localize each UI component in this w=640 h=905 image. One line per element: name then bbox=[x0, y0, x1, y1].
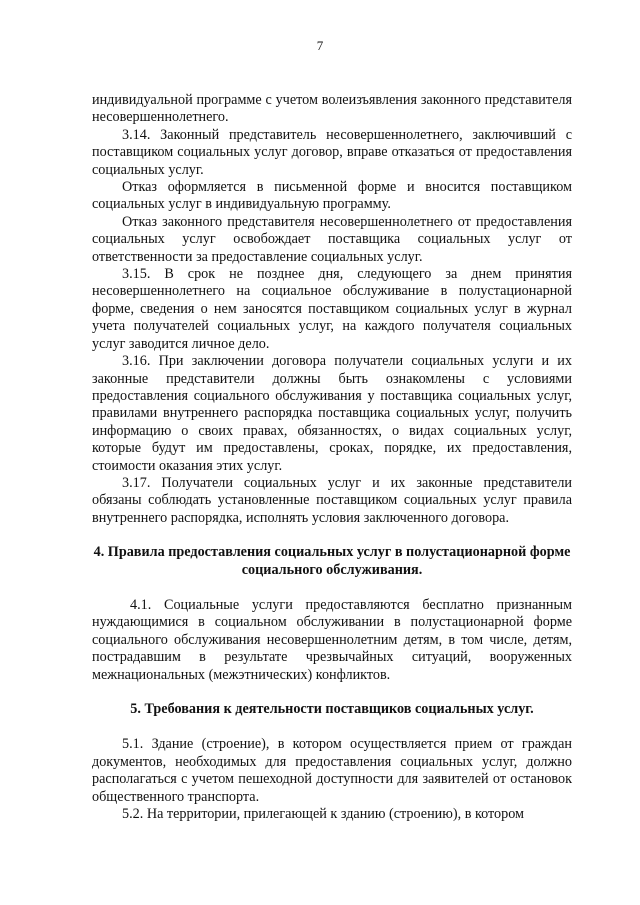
paragraph-4-1: 4.1. Социальные услуги предоставляются бесплатно признанным нуждающимися в социальном обслуживании в полустационарной форме социального обслуживания несовершеннолетним детям, в том числе, детям, пострадавшим в результате чрезвычайных ситуаций, вооруженных межнациональных (межэтнических) конфликтов. bbox=[92, 596, 572, 683]
paragraph-3-15: 3.15. В срок не позднее дня, следующего за днем принятия несовершеннолетнего на социальное обслуживание в полустационарной форме, сведения о нем заносятся поставщиком социальных услуг в журнал учета получателей социальных услуг, на каждого получателя социальных услуг заводится личное дело. bbox=[92, 266, 572, 352]
paragraph-refusal-effect: Отказ законного представителя несовершеннолетнего от предоставления социальных услуг освобождает поставщика социальных услуг от ответственности за предоставление социальных услуг. bbox=[92, 213, 572, 265]
section-heading-4: 4. Правила предоставления социальных услуг в полустационарной форме социального обслуживания. bbox=[93, 544, 571, 578]
spacer bbox=[92, 579, 572, 597]
paragraph-3-16: 3.16. При заключении договора получатели социальных услуги и их законные представители должны быть ознакомлены с условиями предоставления социального обслуживания у поставщика социальных услуг, правилами внутреннего распорядка поставщика социальных услуг, получить информацию о своих правах, обязанностях, о видах социальных услуг, которые будут им предоставлены, сроках, порядке, их предоставления, стоимости оказания этих услуг. bbox=[92, 353, 572, 474]
paragraph-refusal-form: Отказ оформляется в письменной форме и вносится поставщиком социальных услуг в индивидуальную программу. bbox=[92, 179, 572, 213]
spacer bbox=[92, 527, 572, 544]
section-heading-5: 5. Требования к деятельности поставщиков социальных услуг. bbox=[130, 701, 534, 717]
paragraph-continuation: индивидуальной программе с учетом волеизъявления законного представителя несовершеннолетнего. bbox=[92, 92, 572, 126]
document-body bbox=[92, 92, 572, 823]
page-number: 7 bbox=[316, 38, 324, 53]
paragraph-3-14: 3.14. Законный представитель несовершеннолетнего, заключивший с поставщиком социальных услуг договор, вправе отказаться от предоставления социальных услуг. bbox=[92, 126, 572, 178]
paragraph-5-2: 5.2. На территории, прилегающей к зданию (строению), в котором bbox=[122, 806, 525, 823]
spacer bbox=[92, 718, 572, 736]
spacer bbox=[92, 684, 572, 701]
paragraph-3-17: 3.17. Получатели социальных услуг и их законные представители обязаны соблюдать установленные поставщиком социальных услуг правила внутреннего распорядка, исполнять условия заключенного договора. bbox=[92, 474, 572, 526]
paragraph-5-1: 5.1. Здание (строение), в котором осуществляется прием от граждан документов, необходимых для предоставления социальных услуг, должно располагаться с учетом пешеходной доступности для заявителей от остановок общественного транспорта. bbox=[92, 736, 572, 805]
